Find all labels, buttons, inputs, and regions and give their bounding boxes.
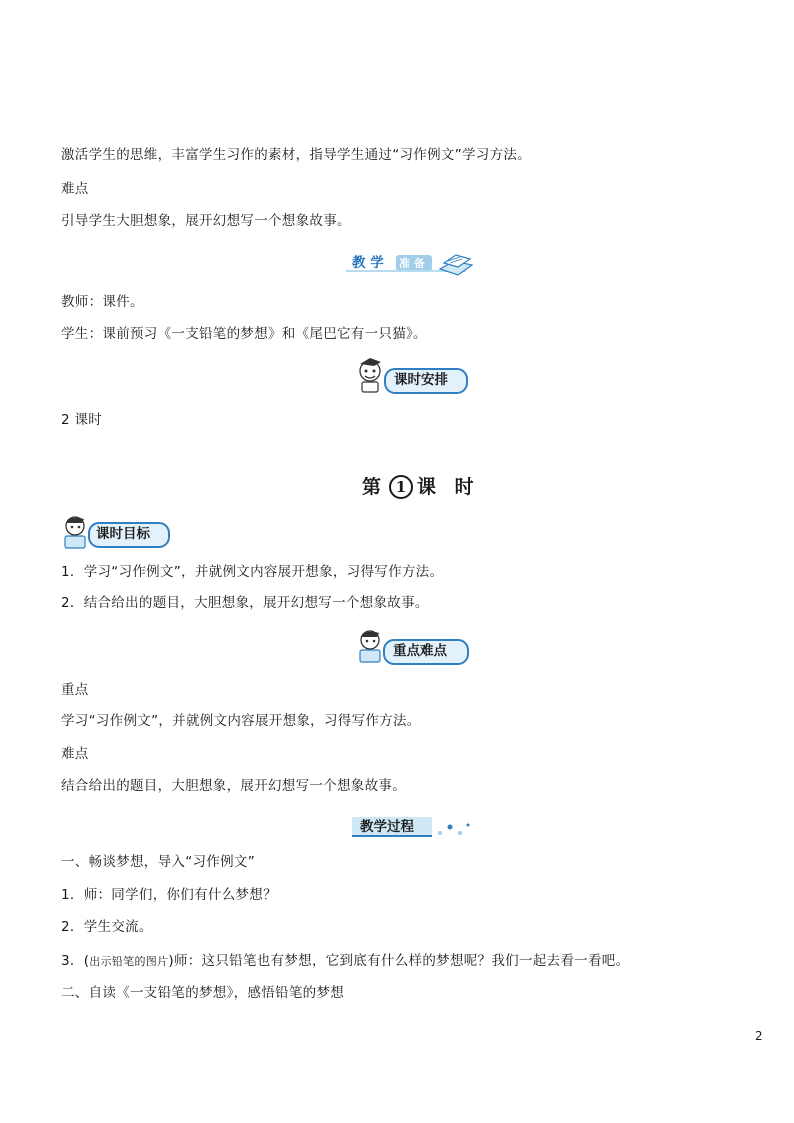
list-item-text: )师：这只铅笔也有梦想，它到底有什么样的梦想呢？我们一起去看一看吧。: [168, 953, 630, 969]
list-item: [61, 952, 629, 971]
lesson-prefix: 第: [362, 476, 388, 498]
body-text: 学生：课前预习《一支铅笔的梦想》和《尾巴它有一只猫》。: [61, 326, 427, 342]
teaching-process-badge: [352, 815, 476, 839]
section-heading: 二、自读《一支铅笔的梦想》，感悟铅笔的梦想: [61, 985, 345, 1001]
schedule-badge: [354, 356, 466, 396]
cartoon-boy-icon: [355, 627, 385, 665]
badge-label: 课时安排: [394, 372, 448, 388]
section-heading: 难点: [61, 746, 89, 762]
badge-label: 教 学: [352, 255, 384, 271]
page-number: 2: [755, 1029, 763, 1043]
stars-icon: [434, 819, 474, 839]
key-points-badge: [355, 627, 467, 665]
badge-label: 重点难点: [393, 643, 447, 659]
body-text: 学习“习作例文”，并就例文内容展开想象，习得写作方法。: [61, 713, 421, 729]
teaching-prep-badge: [346, 249, 482, 277]
body-text: 教师：课件。: [61, 294, 144, 310]
body-text: 2 课时: [61, 412, 103, 428]
list-item: 2．结合给出的题目，大胆想象，展开幻想写一个想象故事。: [61, 595, 429, 611]
list-item-prefix: 3．(: [61, 953, 90, 969]
list-item: 1．学习“习作例文”，并就例文内容展开想象，习得写作方法。: [61, 564, 444, 580]
section-heading: 难点: [61, 181, 89, 197]
cartoon-boy-icon: [60, 513, 90, 551]
lesson-goal-badge: [60, 513, 168, 551]
body-text: 激活学生的思维，丰富学生习作的素材，指导学生通过“习作例文”学习方法。: [61, 147, 531, 163]
section-heading: 一、畅谈梦想，导入“习作例文”: [61, 854, 255, 870]
lesson-title: [362, 472, 480, 499]
book-icon: [436, 249, 476, 277]
body-text: 结合给出的题目，大胆想象，展开幻想写一个想象故事。: [61, 778, 406, 794]
list-item: 1．师：同学们，你们有什么梦想？: [61, 887, 277, 903]
lesson-suffix: 课 时: [417, 476, 480, 498]
badge-label: 课时目标: [96, 526, 150, 542]
list-item: 2．学生交流。: [61, 919, 153, 935]
stage-direction: 出示铅笔的图片: [89, 955, 169, 968]
badge-label: 教学过程: [360, 819, 414, 835]
lesson-number: 1: [389, 475, 413, 499]
cartoon-boy-icon: [354, 356, 386, 396]
body-text: 引导学生大胆想象，展开幻想写一个想象故事。: [61, 213, 351, 229]
badge-label: 准 备: [399, 257, 425, 270]
section-heading: 重点: [61, 682, 89, 698]
